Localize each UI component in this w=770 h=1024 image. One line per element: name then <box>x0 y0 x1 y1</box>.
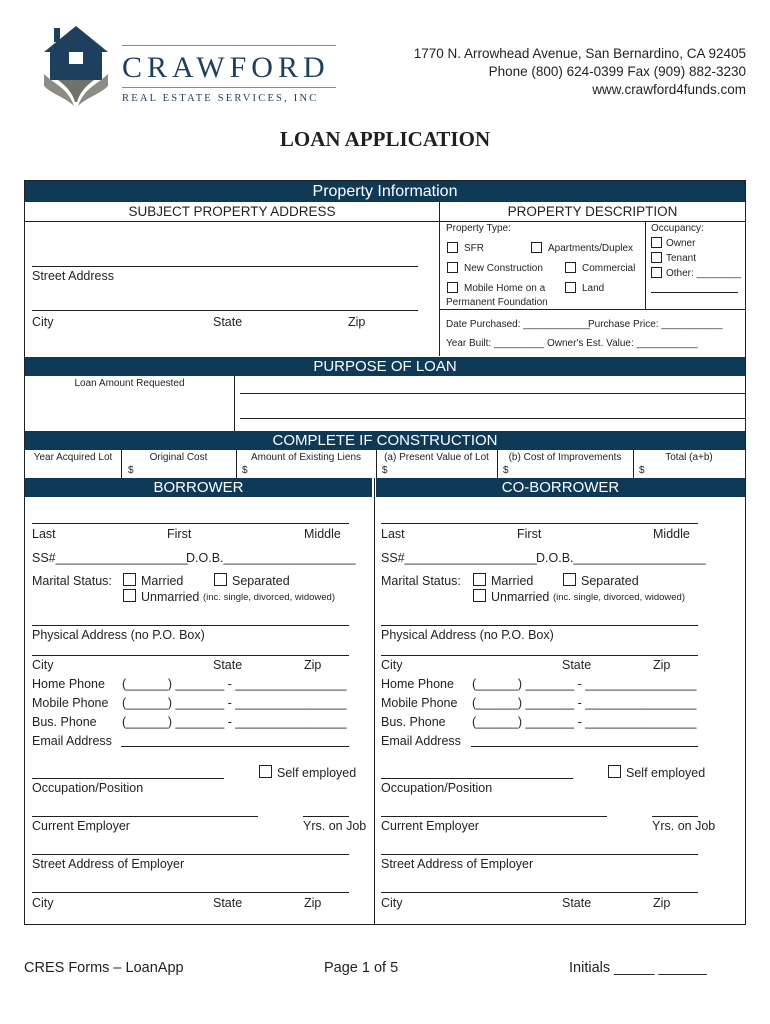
borrower-self-employed-checkbox[interactable] <box>259 765 272 778</box>
borrower-separated-label: Separated <box>232 574 290 588</box>
borrower-marital-label: Marital Status: <box>32 574 112 588</box>
owners-est-value: Owner's Est. Value: ___________ <box>547 338 698 349</box>
original-cost: Original Cost <box>149 452 208 463</box>
year-built: Year Built: _________ <box>446 338 545 349</box>
coborrower-bus-phone-field[interactable]: (______) _______ - ________________ <box>472 715 697 729</box>
coborrower-employer-line[interactable] <box>381 816 607 817</box>
coborrower-first-label: First <box>517 527 542 541</box>
borrower-email-label: Email Address <box>32 734 112 748</box>
borrower-employer-address-label: Street Address of Employer <box>32 857 185 871</box>
borrower-physical-line[interactable] <box>32 625 349 626</box>
borrower-city-line[interactable] <box>32 655 349 656</box>
cost-improvements: (b) Cost of Improvements <box>508 452 622 463</box>
coborrower-occupation-label: Occupation/Position <box>381 781 493 795</box>
footer-initials[interactable]: Initials _____ ______ <box>569 960 707 976</box>
borrower-occupation-label: Occupation/Position <box>32 781 144 795</box>
commercial-label: Commercial <box>582 263 636 274</box>
borrower-zip-label: Zip <box>304 658 322 672</box>
borrower-home-phone-field[interactable]: (______) _______ - ________________ <box>122 677 347 691</box>
crawford-logo <box>40 24 112 108</box>
borrower-bar: BORROWER <box>25 478 372 497</box>
borrower-yrs-label: Yrs. on Job <box>303 819 367 833</box>
dollar-total: $ <box>639 465 645 476</box>
new-construction-label: New Construction <box>464 263 543 274</box>
coborrower-ss: SS#___________________ <box>381 551 537 565</box>
land-checkbox[interactable] <box>565 282 576 293</box>
street-address-label: Street Address <box>32 269 114 283</box>
existing-liens: Amount of Existing Liens <box>250 452 362 463</box>
sfr-checkbox[interactable] <box>447 242 458 253</box>
coborrower-physical-label: Physical Address (no P.O. Box) <box>381 628 554 642</box>
loan-amount-label: Loan Amount Requested <box>74 378 185 389</box>
borrower-employer-state-label: State <box>213 896 243 910</box>
brand-subtitle: REAL ESTATE SERVICES, INC <box>122 93 319 104</box>
borrower-employer-address-line[interactable] <box>32 854 349 855</box>
coborrower-zip-label: Zip <box>653 658 671 672</box>
borrower-separated-checkbox[interactable] <box>214 573 227 586</box>
coborrower-self-employed-checkbox[interactable] <box>608 765 621 778</box>
coborrower-employer-city-label: City <box>381 896 403 910</box>
property-type-label: Property Type: <box>446 223 511 234</box>
borrower-first-label: First <box>167 527 192 541</box>
commercial-checkbox[interactable] <box>565 262 576 273</box>
coborrower-physical-line[interactable] <box>381 625 698 626</box>
apartments-label: Apartments/Duplex <box>548 243 634 254</box>
borrower-city-label: City <box>32 658 54 672</box>
borrower-ss: SS#___________________ <box>32 551 188 565</box>
coborrower-home-phone-field[interactable]: (______) _______ - ________________ <box>472 677 697 691</box>
construction-bar: COMPLETE IF CONSTRUCTION <box>25 431 745 450</box>
borrower-dob: D.O.B.___________________ <box>186 551 356 565</box>
borrower-home-phone-label: Home Phone <box>32 677 105 691</box>
new-construction-checkbox[interactable] <box>447 262 458 273</box>
coborrower-home-phone-label: Home Phone <box>381 677 454 691</box>
dollar-improvements: $ <box>503 465 509 476</box>
coborrower-employer-zip-label: Zip <box>653 896 671 910</box>
coborrower-employer-address-label: Street Address of Employer <box>381 857 534 871</box>
total-ab: Total (a+b) <box>665 452 713 463</box>
borrower-middle-label: Middle <box>304 527 341 541</box>
borrower-occupation-line[interactable] <box>32 778 224 779</box>
mobile-home-checkbox[interactable] <box>447 282 458 293</box>
mobile-home-label-2: Permanent Foundation <box>446 297 548 308</box>
property-information-bar: Property Information <box>25 181 745 202</box>
coborrower-dob: D.O.B.___________________ <box>536 551 706 565</box>
dollar-existing-liens: $ <box>242 465 248 476</box>
sfr-label: SFR <box>464 243 484 254</box>
borrower-bus-phone-field[interactable]: (______) _______ - ________________ <box>122 715 347 729</box>
loan-amount-line-2[interactable] <box>240 418 745 419</box>
coborrower-separated-label: Separated <box>581 574 639 588</box>
borrower-employer-zip-label: Zip <box>304 896 322 910</box>
coborrower-name-line[interactable] <box>381 523 698 524</box>
coborrower-unmarried-checkbox[interactable] <box>473 589 486 602</box>
zip-label: Zip <box>348 315 366 329</box>
coborrower-yrs-line[interactable] <box>652 816 698 817</box>
borrower-married-label: Married <box>141 574 184 588</box>
coborrower-yrs-label: Yrs. on Job <box>652 819 716 833</box>
street-address-line[interactable] <box>32 266 418 267</box>
company-phone-fax: Phone (800) 624-0399 Fax (909) 882-3230 <box>488 64 746 79</box>
borrower-last-label: Last <box>32 527 56 541</box>
dollar-original-cost: $ <box>128 465 134 476</box>
borrower-mobile-phone-label: Mobile Phone <box>32 696 109 710</box>
date-purchased: Date Purchased: ____________ <box>446 319 591 330</box>
company-address: 1770 N. Arrowhead Avenue, San Bernardino, CA 92405 <box>413 46 746 61</box>
borrower-mobile-phone-field[interactable]: (______) _______ - ________________ <box>122 696 347 710</box>
loan-amount-line-1[interactable] <box>240 393 745 394</box>
coborrower-self-employed-label: Self employed <box>626 766 706 780</box>
borrower-physical-label: Physical Address (no P.O. Box) <box>32 628 205 642</box>
coborrower-bus-phone-label: Bus. Phone <box>381 715 446 729</box>
coborrower-employer-state-label: State <box>562 896 592 910</box>
property-description-heading: PROPERTY DESCRIPTION <box>507 204 678 219</box>
coborrower-state-label: State <box>562 658 592 672</box>
coborrower-city-line[interactable] <box>381 655 698 656</box>
borrower-employer-city-label: City <box>32 896 54 910</box>
coborrower-unmarried-label: Unmarried <box>491 590 550 604</box>
page-title: LOAN APPLICATION <box>279 127 491 151</box>
coborrower-married-checkbox[interactable] <box>473 573 486 586</box>
brand-name: CRAWFORD <box>122 51 330 84</box>
borrower-employer-label: Current Employer <box>32 819 130 833</box>
coborrower-occupation-line[interactable] <box>381 778 573 779</box>
coborrower-employer-address-line[interactable] <box>381 854 698 855</box>
land-label: Land <box>582 283 605 294</box>
coborrower-bar: CO-BORROWER <box>376 478 745 497</box>
borrower-email-line[interactable] <box>121 746 349 747</box>
tenant-checkbox[interactable] <box>651 252 662 263</box>
footer-page-number: Page 1 of 5 <box>324 960 399 976</box>
coborrower-employer-label: Current Employer <box>381 819 479 833</box>
coborrower-married-label: Married <box>491 574 534 588</box>
borrower-unmarried-checkbox[interactable] <box>123 589 136 602</box>
occupancy-label: Occupancy: <box>651 223 704 234</box>
purpose-of-loan-bar: PURPOSE OF LOAN <box>25 357 745 376</box>
coborrower-marital-label: Marital Status: <box>381 574 461 588</box>
coborrower-employer-city-line[interactable] <box>381 892 698 893</box>
borrower-self-employed-label: Self employed <box>277 766 357 780</box>
borrower-name-line[interactable] <box>32 523 349 524</box>
owner-checkbox[interactable] <box>651 237 662 248</box>
city-state-zip-line[interactable] <box>32 310 418 311</box>
borrower-unmarried-note: (inc. single, divorced, widowed) <box>203 592 336 603</box>
other-label: Other: ________ <box>666 268 742 279</box>
dollar-present-value: $ <box>382 465 388 476</box>
other-checkbox[interactable] <box>651 267 662 278</box>
year-acquired-lot: Year Acquired Lot <box>33 452 113 463</box>
coborrower-mobile-phone-field[interactable]: (______) _______ - ________________ <box>472 696 697 710</box>
city-label: City <box>32 315 54 329</box>
borrower-bus-phone-label: Bus. Phone <box>32 715 97 729</box>
coborrower-email-line[interactable] <box>471 746 698 747</box>
coborrower-unmarried-note: (inc. single, divorced, widowed) <box>553 592 686 603</box>
coborrower-city-label: City <box>381 658 403 672</box>
state-label: State <box>213 315 243 329</box>
present-value-lot: (a) Present Value of Lot <box>384 452 489 463</box>
coborrower-middle-label: Middle <box>653 527 690 541</box>
borrower-state-label: State <box>213 658 243 672</box>
borrower-yrs-line[interactable] <box>303 816 349 817</box>
purchase-price: Purchase Price: ___________ <box>588 319 723 330</box>
tenant-label: Tenant <box>666 253 697 264</box>
apartments-checkbox[interactable] <box>531 242 542 253</box>
coborrower-email-label: Email Address <box>381 734 461 748</box>
borrower-employer-line[interactable] <box>32 816 258 817</box>
borrower-married-checkbox[interactable] <box>123 573 136 586</box>
subject-property-address-heading: SUBJECT PROPERTY ADDRESS <box>128 204 336 219</box>
other-extra-line[interactable] <box>651 292 738 293</box>
coborrower-separated-checkbox[interactable] <box>563 573 576 586</box>
borrower-unmarried-label: Unmarried <box>141 590 200 604</box>
mobile-home-label: Mobile Home on a <box>464 283 546 294</box>
borrower-employer-city-line[interactable] <box>32 892 349 893</box>
coborrower-mobile-phone-label: Mobile Phone <box>381 696 458 710</box>
coborrower-last-label: Last <box>381 527 405 541</box>
footer-form-name: CRES Forms – LoanApp <box>24 960 184 976</box>
owner-label: Owner <box>666 238 696 249</box>
company-website[interactable]: www.crawford4funds.com <box>592 82 746 97</box>
